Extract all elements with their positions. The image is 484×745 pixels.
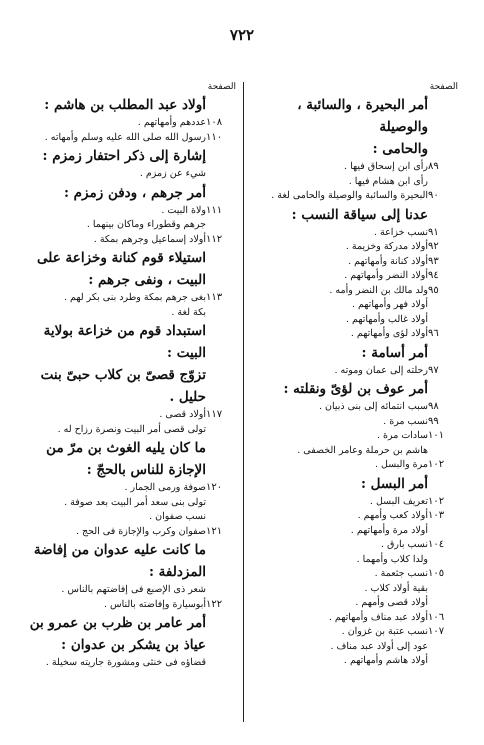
entry-text: أبوسيارة وإفاضته بالناس . bbox=[103, 598, 206, 610]
entry-text: تزوّج قصىّ بن كلاب حبىّ بنت bbox=[40, 367, 206, 383]
index-entry bbox=[20, 167, 238, 182]
entry-text: أولاد النضر وأمهاتهم . bbox=[344, 270, 428, 281]
entry-text: حليل . bbox=[169, 389, 206, 405]
page-ref: ٩١ bbox=[428, 226, 439, 238]
index-entry bbox=[20, 116, 238, 131]
index-entry bbox=[20, 423, 238, 438]
section-heading bbox=[20, 320, 238, 342]
section-heading bbox=[20, 561, 238, 583]
index-entry bbox=[250, 298, 460, 313]
section-heading bbox=[250, 473, 460, 495]
index-entry bbox=[250, 160, 460, 175]
page-ref: ١٠٨ bbox=[206, 117, 223, 128]
section-heading bbox=[20, 364, 238, 386]
entry-text: ما كان يليه الغوث بن مرّ من bbox=[46, 440, 206, 456]
index-entry bbox=[20, 204, 238, 219]
index-entry bbox=[20, 218, 238, 233]
page-ref: ١٠٥ bbox=[428, 568, 445, 579]
entry-text: ولاة البيت . bbox=[161, 204, 206, 216]
entry-text: رسول الله صلى الله عليه وسلم وأمهاته . bbox=[44, 131, 206, 143]
index-entry bbox=[20, 233, 238, 248]
page-ref: ١١٧ bbox=[206, 409, 223, 420]
entry-text: أولاد قصى . bbox=[159, 409, 206, 420]
entry-text: أولاد قصى وأمهم . bbox=[355, 597, 428, 608]
index-entry bbox=[250, 364, 460, 379]
index-entry bbox=[20, 408, 238, 423]
entry-text: أمر أسامة : bbox=[361, 344, 428, 361]
index-entry bbox=[250, 415, 460, 430]
entry-text: رحلته إلى عمان وموته . bbox=[334, 364, 428, 376]
index-entry bbox=[250, 538, 460, 553]
page-ref: ٩٥ bbox=[428, 284, 439, 296]
section-heading bbox=[20, 437, 238, 459]
entry-text: عود إلى أولاد عبد مناف . bbox=[330, 640, 428, 652]
entry-text: شعر ذى الإصبع فى إفاضتهم بالناس . bbox=[61, 584, 206, 595]
entry-text: نسب بارق . bbox=[380, 539, 428, 550]
index-entry bbox=[250, 429, 460, 444]
index-entry bbox=[250, 269, 460, 284]
page-ref: ٩٢ bbox=[428, 241, 439, 252]
entry-text: مرة والبسل . bbox=[374, 459, 428, 470]
entry-text: نسب صفوان . bbox=[149, 511, 206, 522]
entry-text: أولاد كعب وأمهم . bbox=[357, 510, 428, 521]
entry-text: بغى جرهم بمكة وطرد بنى بكر لهم . bbox=[63, 292, 206, 303]
index-entry bbox=[20, 525, 238, 540]
entry-text: شيء عن زمزم . bbox=[139, 168, 206, 179]
section-heading bbox=[20, 247, 238, 269]
entry-text: تولى قصى أمر البيت ونصرة رزاح له . bbox=[57, 423, 206, 435]
index-entry bbox=[250, 444, 460, 459]
page-ref: ٩٧ bbox=[428, 364, 439, 376]
page-ref: ١١٠ bbox=[206, 131, 223, 143]
entry-text: نسب عتبة بن غزوان . bbox=[341, 626, 428, 637]
entry-text: تعريف البسل . bbox=[369, 495, 428, 507]
section-heading bbox=[20, 612, 238, 634]
entry-text: أولاد عبد مناف وأمهاتهم . bbox=[328, 611, 428, 623]
page-number: ٧٢٢ bbox=[229, 26, 255, 44]
index-entry bbox=[20, 598, 238, 613]
page-ref: ٩٦ bbox=[428, 328, 439, 339]
page-ref: ١١١ bbox=[206, 204, 223, 216]
index-entry bbox=[250, 509, 460, 524]
page-ref: ٩٠ bbox=[428, 190, 439, 201]
index-entry bbox=[20, 656, 238, 671]
entry-text: أولاد مدركة وخزيمة . bbox=[345, 241, 428, 252]
entry-text: عياذ بن يشكر بن عدوان : bbox=[61, 637, 206, 653]
entry-text: أولاد كنانة وأمهاتهم . bbox=[348, 255, 428, 267]
page-ref: ٨٩ bbox=[428, 161, 439, 172]
entry-text: أولاد مرة وأمهاتهم . bbox=[350, 524, 428, 536]
entry-text: استبداد قوم من خزاعة بولاية bbox=[43, 323, 206, 339]
entry-text: رأى ابن هشام فيها . bbox=[348, 175, 428, 187]
entry-text: البحيرة والسائبة والوصيلة والحامى لغة . bbox=[271, 190, 428, 201]
page-ref: ١١٣ bbox=[206, 292, 223, 303]
index-entry bbox=[250, 596, 460, 611]
page-ref: ٩٤ bbox=[428, 270, 439, 281]
entry-text: رأى ابن إسحاق فيها . bbox=[344, 161, 428, 172]
entry-text: أمر عوف بن لؤىّ ونقلته : bbox=[283, 381, 428, 397]
left-column bbox=[20, 80, 238, 671]
column-header: الصفحة bbox=[429, 82, 458, 92]
entry-text: أولاد غالب وأمهاتهم . bbox=[346, 313, 428, 325]
left-entry-list bbox=[20, 94, 238, 671]
section-heading bbox=[20, 94, 238, 116]
entry-text: البيت : bbox=[167, 345, 206, 361]
entry-text: أولاد فهر وأمهاتهم . bbox=[351, 299, 428, 310]
page-ref: ٩٣ bbox=[428, 255, 439, 267]
entry-text: إشارة إلى ذكر احتفار زمزم : bbox=[42, 148, 206, 164]
page-ref: ٩٩ bbox=[428, 415, 439, 427]
entry-text: البيت ، ونفى جرهم : bbox=[88, 272, 206, 288]
index-entry bbox=[20, 291, 238, 306]
entry-text: جرهم وقطوراء وماكان بينهما . bbox=[86, 219, 206, 230]
entry-text: بكة لغة . bbox=[171, 306, 206, 318]
page-ref: ١٢٢ bbox=[206, 598, 223, 610]
index-entry bbox=[250, 400, 460, 415]
section-heading bbox=[20, 342, 238, 364]
page-ref: ١٠٢ bbox=[428, 459, 445, 470]
section-heading bbox=[20, 539, 238, 561]
entry-text: والحامى : bbox=[372, 141, 428, 157]
index-entry bbox=[250, 654, 460, 669]
index-entry bbox=[250, 524, 460, 539]
entry-text: الإجازة للناس بالحجّ : bbox=[86, 462, 206, 478]
section-heading bbox=[250, 378, 460, 400]
column-divider bbox=[243, 82, 244, 722]
index-entry bbox=[250, 611, 460, 626]
entry-text: أمر البحيرة ، والسائبة ، والوصيلة bbox=[297, 97, 428, 135]
entry-text: صفوان وكرب والإجازة فى الحج . bbox=[75, 525, 206, 537]
entry-text: عدنا إلى سياقة النسب : bbox=[291, 206, 428, 223]
entry-text: هاشم بن حرملة وعامر الخصفى . bbox=[297, 444, 428, 456]
entry-text: أولاد لؤى وأمهاتهم . bbox=[350, 328, 428, 339]
section-heading bbox=[250, 138, 460, 160]
index-entry bbox=[250, 582, 460, 597]
section-heading bbox=[20, 145, 238, 167]
section-heading bbox=[250, 204, 460, 226]
entry-text: أمر عامر بن ظرب بن عمرو بن bbox=[29, 615, 206, 631]
page-ref: ٩٨ bbox=[428, 401, 439, 412]
entry-text: أمر جرهم ، ودفن زمزم : bbox=[64, 184, 206, 201]
index-entry bbox=[250, 458, 460, 473]
page-ref: ١١٢ bbox=[206, 233, 223, 245]
section-heading bbox=[20, 459, 238, 481]
entry-text: عددهم وأمهاتهم . bbox=[137, 117, 206, 128]
page-ref: ١٢٠ bbox=[206, 482, 223, 493]
entry-text: نسب مرة . bbox=[383, 415, 428, 427]
index-entry bbox=[250, 640, 460, 655]
entry-text: ولد مالك بن النضر وأمه . bbox=[329, 284, 428, 296]
page-ref: ١٠٧ bbox=[428, 626, 445, 637]
index-entry bbox=[20, 481, 238, 496]
index-entry bbox=[250, 327, 460, 342]
index-entry bbox=[20, 306, 238, 321]
page-ref: ١٢١ bbox=[206, 525, 223, 537]
column-header: الصفحة bbox=[207, 82, 236, 92]
index-entry bbox=[250, 189, 460, 204]
index-entry bbox=[20, 583, 238, 598]
index-entry bbox=[20, 510, 238, 525]
section-heading bbox=[20, 634, 238, 656]
right-entry-list bbox=[250, 94, 460, 669]
section-heading bbox=[20, 386, 238, 408]
entry-text: صوفة ورمى الجمار . bbox=[124, 482, 206, 493]
entry-text: ولدا كلاب وأمهما . bbox=[356, 553, 428, 565]
index-entry bbox=[250, 313, 460, 328]
index-entry bbox=[250, 553, 460, 568]
entry-text: نسب جثعمة . bbox=[374, 568, 428, 579]
section-heading bbox=[20, 269, 238, 291]
entry-text: استيلاء قوم كنانة وخزاعة على bbox=[37, 250, 206, 266]
entry-text: سادات مرة . bbox=[376, 430, 428, 441]
index-entry bbox=[250, 240, 460, 255]
page-ref: ١٠٦ bbox=[428, 611, 445, 623]
index-entry bbox=[250, 625, 460, 640]
section-heading bbox=[250, 94, 460, 138]
section-heading bbox=[250, 342, 460, 364]
index-entry bbox=[20, 131, 238, 146]
entry-text: أولاد هاشم وأمهاتهم . bbox=[343, 655, 428, 666]
entry-text: قضاؤه فى خنثى ومشورة جاريته سخيلة . bbox=[45, 657, 206, 668]
index-entry bbox=[250, 255, 460, 270]
entry-text: بقية أولاد كلاب . bbox=[364, 582, 428, 594]
index-entry bbox=[250, 226, 460, 241]
page-ref: ١٠١ bbox=[428, 430, 445, 441]
index-entry bbox=[250, 175, 460, 190]
index-entry bbox=[250, 284, 460, 299]
entry-text: أمر البسل : bbox=[360, 475, 428, 492]
index-entry bbox=[250, 567, 460, 582]
entry-text: أولاد إسماعيل وجرهم بمكة . bbox=[93, 233, 206, 245]
section-heading bbox=[20, 182, 238, 204]
page-ref: ١٠٣ bbox=[428, 510, 445, 521]
entry-text: نسب خزاعة . bbox=[373, 226, 428, 238]
entry-text: تولى بنى سعد أمر البيت بعد صوفة . bbox=[64, 496, 206, 508]
index-entry bbox=[20, 496, 238, 511]
page-ref: ١٠٢ bbox=[428, 495, 445, 507]
entry-text: سبب انتمائه إلى بنى ذبيان . bbox=[318, 401, 428, 412]
index-entry bbox=[250, 495, 460, 510]
entry-text: المزدلفة : bbox=[149, 564, 206, 580]
entry-text: ما كانت عليه عدوان من إفاضة bbox=[33, 542, 206, 558]
right-column bbox=[250, 80, 460, 669]
page-ref: ١٠٤ bbox=[428, 539, 445, 550]
entry-text: أولاد عبد المطلب بن هاشم : bbox=[44, 97, 206, 113]
